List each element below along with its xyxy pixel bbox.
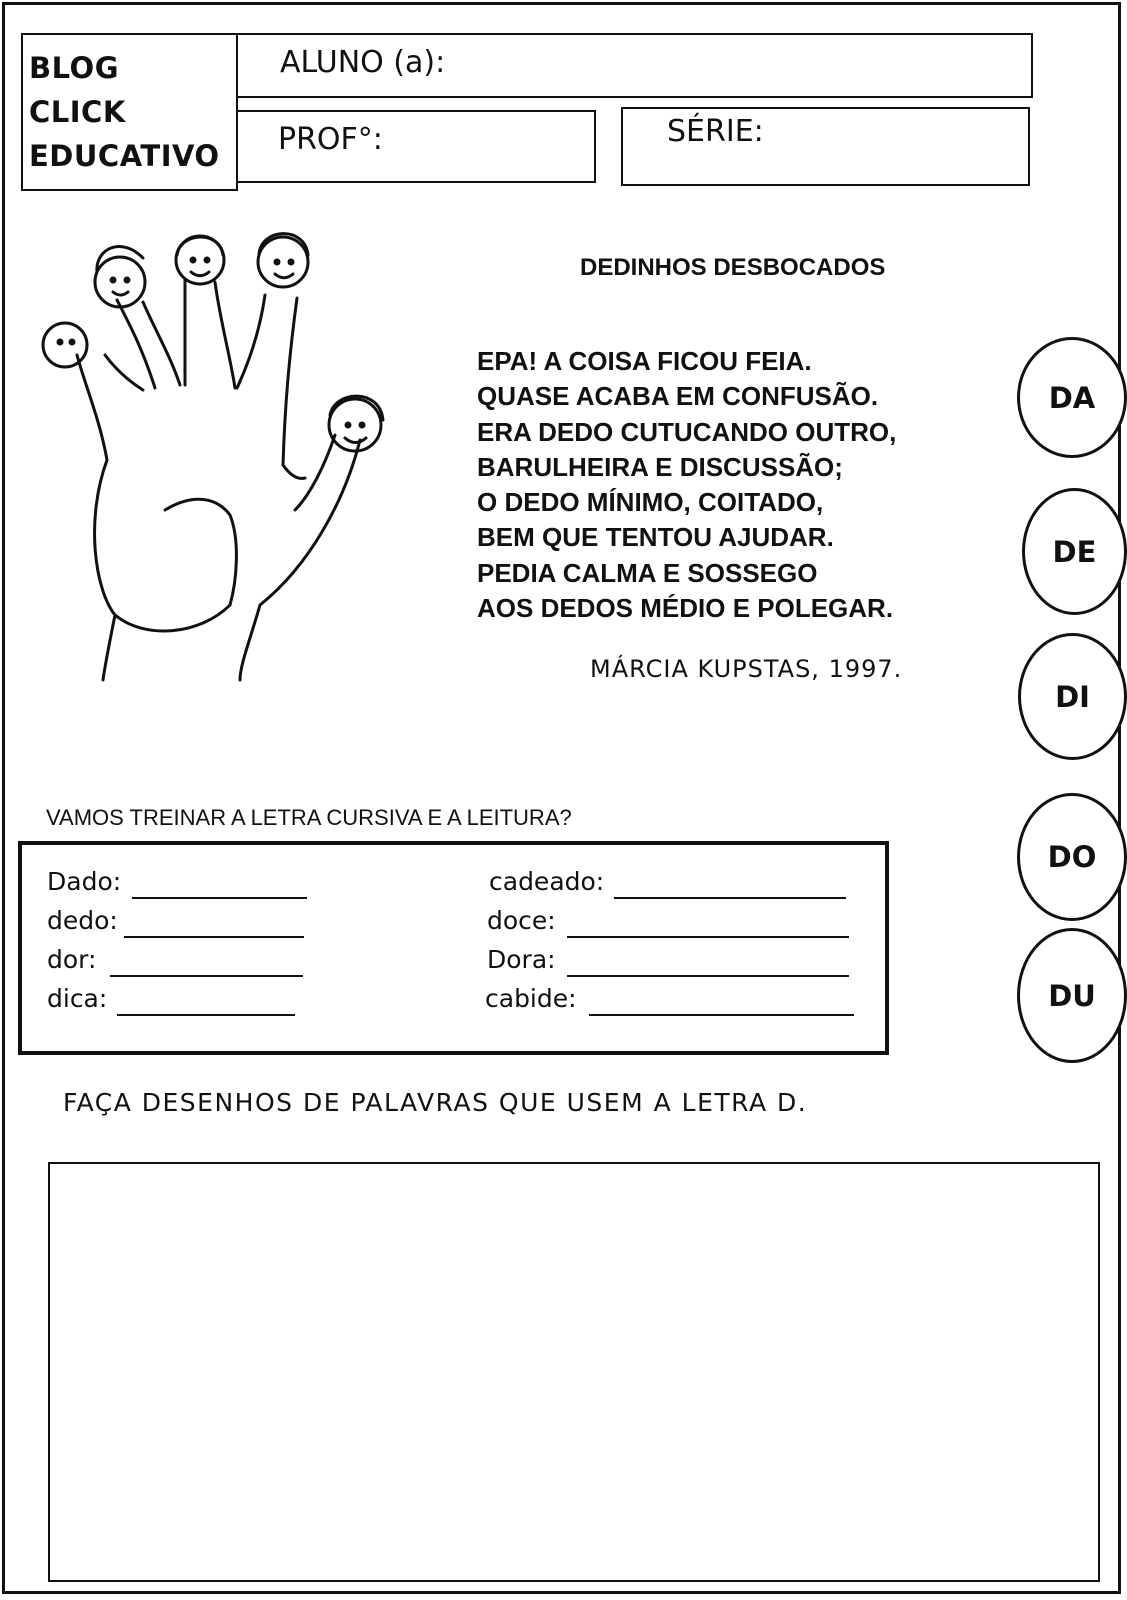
- poem-author: MÁRCIA KUPSTAS, 1997.: [590, 655, 903, 683]
- writing-line[interactable]: [110, 975, 303, 977]
- blog-logo-box: [21, 33, 238, 191]
- practice-word: cabide:: [485, 984, 577, 1013]
- practice-word: dica:: [47, 984, 108, 1013]
- practice-word: dor:: [47, 945, 97, 974]
- writing-line[interactable]: [614, 897, 846, 899]
- writing-line[interactable]: [567, 975, 849, 977]
- poem-text: [477, 344, 896, 626]
- syllable-da-oval: DA: [1017, 337, 1127, 458]
- poem-line: QUASE ACABA EM CONFUSÃO.: [477, 381, 879, 412]
- poem-line: BEM QUE TENTOU AJUDAR.: [477, 522, 834, 553]
- poem-line: ERA DEDO CUTUCANDO OUTRO,: [477, 416, 897, 447]
- writing-line[interactable]: [132, 897, 307, 899]
- student-name-label: ALUNO (a):: [280, 45, 446, 80]
- finger-puppet-hand-illustration: [25, 210, 425, 685]
- teacher-label: PROF°:: [278, 122, 383, 157]
- practice-word: Dado:: [47, 867, 122, 896]
- poem-line: BARULHEIRA E DISCUSSÃO;: [477, 451, 843, 482]
- teacher-field[interactable]: [236, 110, 596, 183]
- poem-line: PEDIA CALMA E SOSSEGO: [477, 557, 818, 588]
- poem-line: AOS DEDOS MÉDIO E POLEGAR.: [477, 593, 894, 624]
- writing-line[interactable]: [567, 936, 849, 938]
- syllable-du-oval: DU: [1017, 928, 1127, 1063]
- practice-word: cadeado:: [489, 867, 605, 896]
- syllable-do-oval: DO: [1017, 793, 1127, 921]
- blog-line-3: EDUCATIVO: [29, 139, 220, 173]
- syllable-di-oval: DI: [1018, 633, 1127, 760]
- poem-line: O DEDO MÍNIMO, COITADO,: [477, 487, 824, 518]
- drawing-instruction: FAÇA DESENHOS DE PALAVRAS QUE USEM A LETRA D.: [63, 1088, 808, 1117]
- poem-title: DEDINHOS DESBOCADOS: [580, 254, 886, 281]
- syllable-de-oval: DE: [1022, 488, 1127, 615]
- writing-line[interactable]: [589, 1014, 854, 1016]
- blog-line-2: CLICK: [29, 95, 126, 129]
- drawing-area[interactable]: [48, 1162, 1100, 1582]
- blog-line-1: BLOG: [29, 51, 120, 85]
- practice-word: Dora:: [487, 945, 556, 974]
- student-name-field[interactable]: [236, 33, 1033, 98]
- writing-line[interactable]: [117, 1014, 295, 1016]
- grade-field[interactable]: [621, 107, 1030, 186]
- practice-word: doce:: [487, 906, 556, 935]
- writing-line[interactable]: [124, 936, 304, 938]
- practice-box: [18, 841, 889, 1055]
- poem-line: EPA! A COISA FICOU FEIA.: [477, 346, 812, 376]
- practice-word: dedo:: [47, 906, 118, 935]
- practice-instruction: VAMOS TREINAR A LETRA CURSIVA E A LEITURA?: [46, 805, 572, 830]
- grade-label: SÉRIE:: [667, 114, 764, 149]
